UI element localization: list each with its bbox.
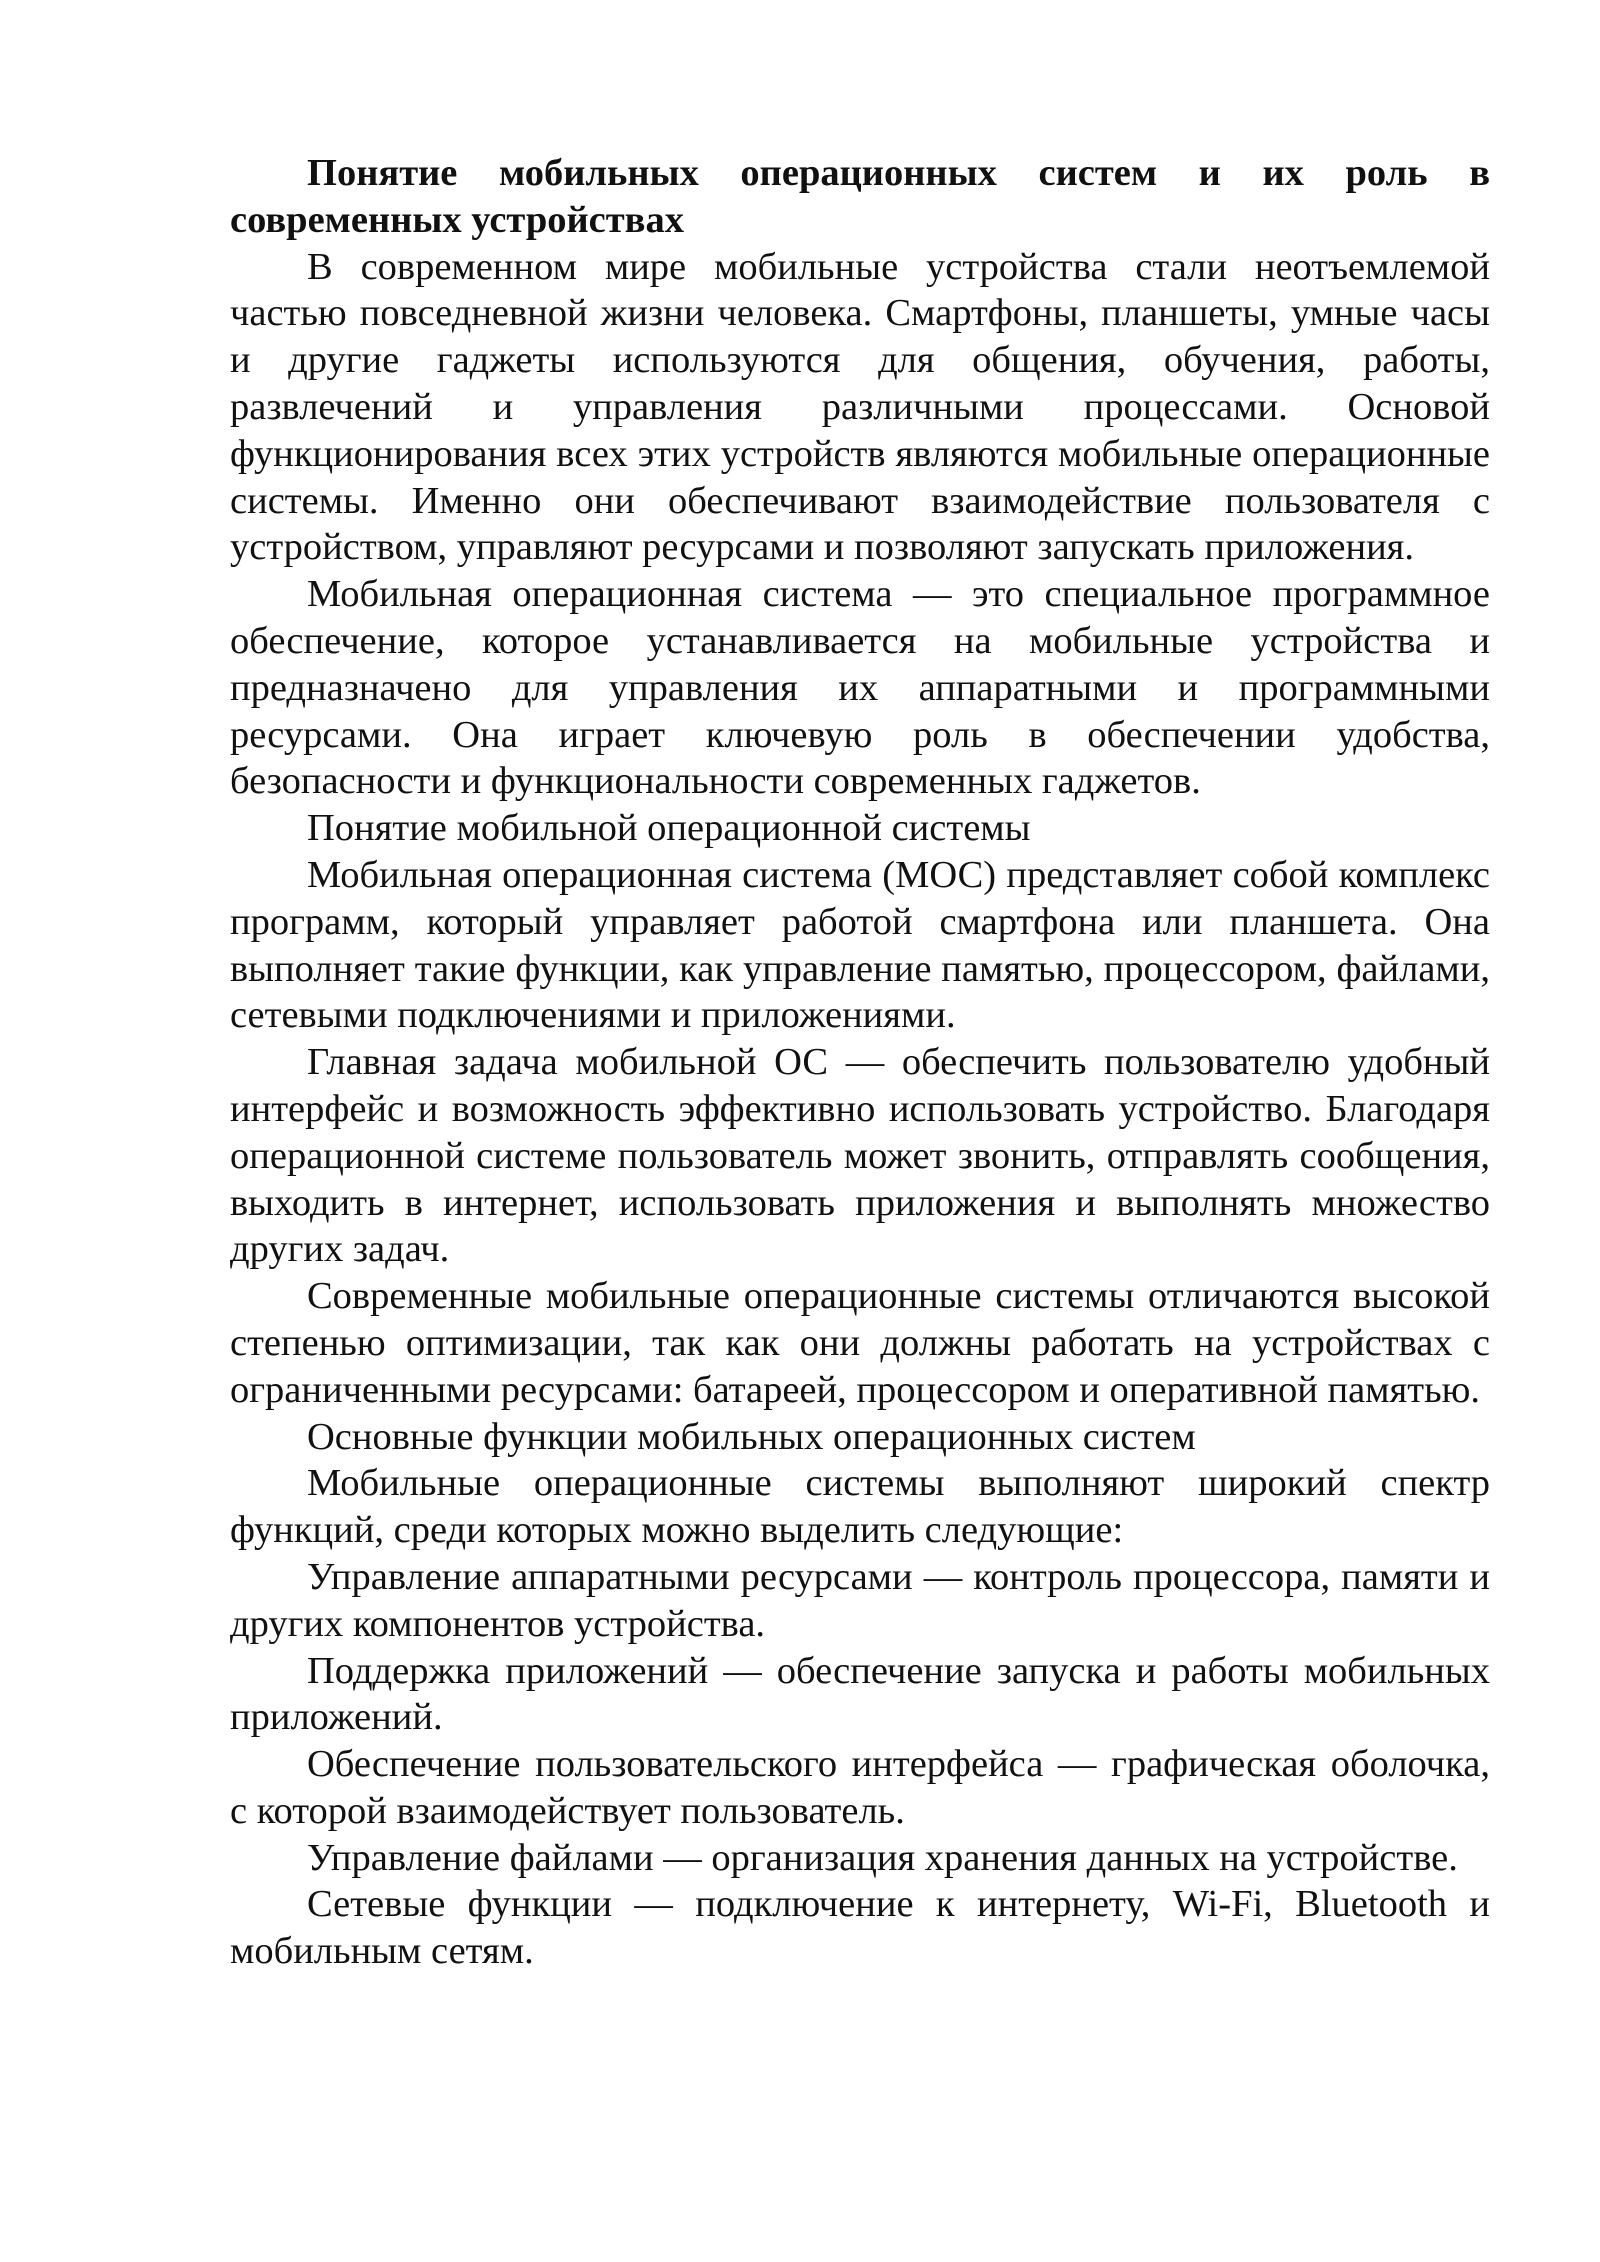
document-page bbox=[230, 150, 1490, 1975]
paragraph-functions-intro: Мобильные операционные системы выполняют широкий спектр функций, среди которых можно выделить следующие: bbox=[230, 1462, 1490, 1552]
list-item-ui: Обеспечение пользовательского интерфейса — графическая оболочка, с которой взаимодействует пользователь. bbox=[230, 1743, 1490, 1832]
paragraph-mos: Мобильная операционная система (МОС) представляет собой комплекс программ, который управляет работой смартфона или планшета. Она выполняет такие функции, как управление памятью, процессором, файлами, сетевыми подключениями и приложениями. bbox=[230, 853, 1490, 1037]
list-item-hardware: Управление аппаратными ресурсами — контроль процессора, памяти и других компонентов устройства. bbox=[230, 1555, 1490, 1645]
list-item-network: Сетевые функции — подключение к интернету, Wi-Fi, Bluetooth и мобильным сетям. bbox=[230, 1883, 1490, 1973]
section-heading-functions: Основные функции мобильных операционных систем bbox=[307, 1415, 1196, 1458]
list-item-apps: Поддержка приложений — обеспечение запуска и работы мобильных приложений. bbox=[230, 1649, 1490, 1739]
paragraph-definition: Мобильная операционная система — это специальное программное обеспечение, которое устанавливается на мобильные устройства и предназначено для управления их аппаратными и программными ресурсами. Она играет ключевую роль в обеспечении удобства, безопасности и функциональности современных гаджетов. bbox=[230, 573, 1490, 803]
document-title: Понятие мобильных операционных систем и их роль в современных устройствах bbox=[230, 152, 1490, 241]
paragraph-main-task: Главная задача мобильной ОС — обеспечить пользователю удобный интерфейс и возможность эффективно использовать устройство. Благодаря операционной системе пользователь может звонить, отправлять сообщения, выходить в интернет, использовать приложения и выполнять множество других задач. bbox=[230, 1041, 1490, 1271]
paragraph-intro: В современном мире мобильные устройства стали неотъемлемой частью повседневной жизни человека. Смартфоны, планшеты, умные часы и другие гаджеты используются для общения, обучения, работы, развлечений и управления различными процессами. Основой функционирования всех этих устройств являются мобильные операционные системы. Именно они обеспечивают взаимодействие пользователя с устройством, управляют ресурсами и позволяют запускать приложения. bbox=[230, 245, 1490, 569]
list-item-files: Управление файлами — организация хранения данных на устройстве. bbox=[307, 1836, 1458, 1879]
paragraph-optimization: Современные мобильные операционные системы отличаются высокой степенью оптимизации, так как они должны работать на устройствах с ограниченными ресурсами: батареей, процессором и оперативной памятью. bbox=[230, 1275, 1490, 1411]
section-heading-concept: Понятие мобильной операционной системы bbox=[307, 807, 1031, 850]
